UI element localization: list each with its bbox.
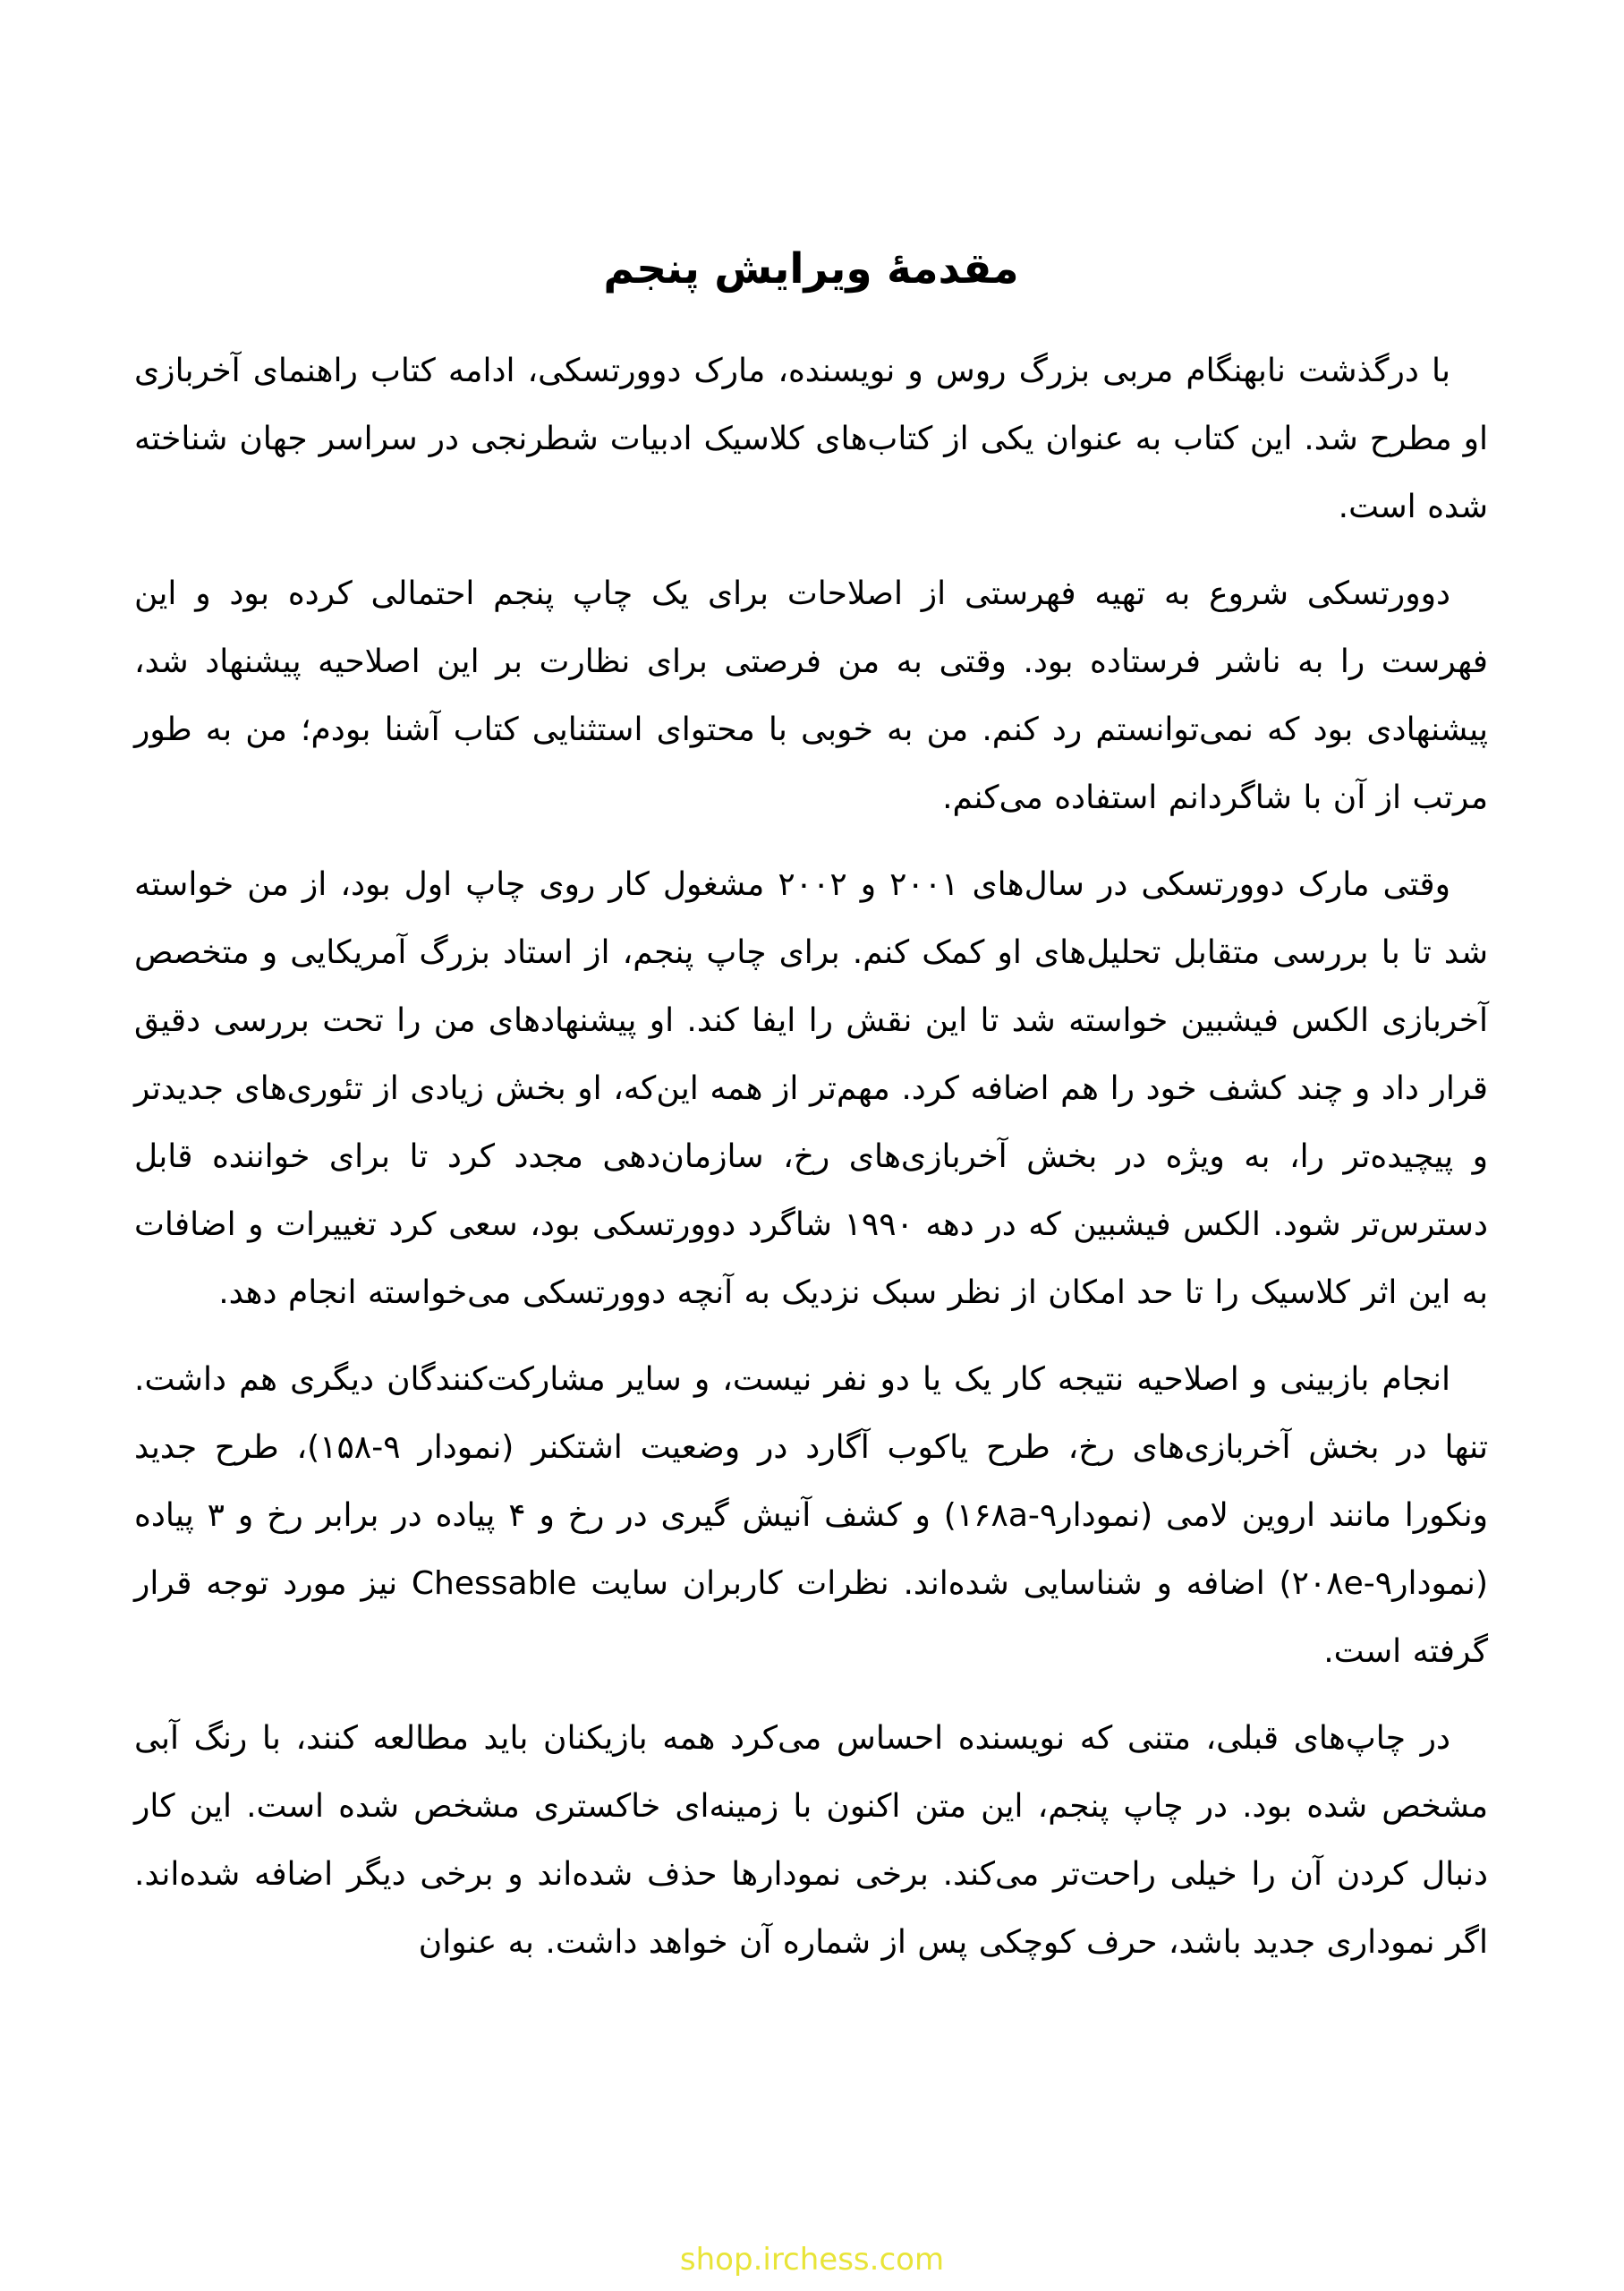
paragraph-fishbein-role: وقتی مارک دوورتسکی در سال‌های ۲۰۰۱ و ۲۰۰۲ مشغول کار روی چاپ اول بود، از من خواسته شد تا با بررسی متقابل تحلیل‌های او کمک کنم. برای چاپ پنجم، از استاد بزرگ آمریکایی و متخصص آخربازی الکس فیشبین خواسته شد تا این نقش را ایفا کند. او پیشنهادهای من را تحت بررسی دقیق قرار داد و چند کشف خود را هم اضافه کرد. مهم‌تر از همه این‌که، او بخش زیادی از تئوری‌های جدیدتر و پیچیده‌تر را، به ویژه در بخش آخربازی‌های رخ، سازمان‌دهی مجدد کرد تا برای خواننده قابل دسترس‌تر شود. الکس فیشبین که در دهه ۱۹۹۰ شاگرد دوورتسکی بود، سعی کرد تغییرات و اضافات به این اثر کلاسیک را تا حد امکان از نظر سبک نزدیک به آنچه دوورتسکی می‌خواسته انجام دهد. [134,866,1488,1312]
paragraph-contributors: انجام بازبینی و اصلاحیه نتیجه کار یک یا دو نفر نیست، و سایر مشارکت‌کنندگان دیگری هم داشت. تنها در بخش آخربازی‌های رخ، طرح یاکوب آگارد در وضعیت اشتکنر (نمودار ۹-۱۵۸)، طرح جدید ونکورا مانند اروین لامی (نمودار۹-۱۶۸a) و کشف آنیش گیری در رخ و ۴ پیاده در برابر رخ و ۳ پیاده (نمودار۹-۲۰۸e) اضافه و شناسایی شده‌اند. نظرات کاربران سایت Chessable نیز مورد توجه قرار گرفته است. [134,1361,1489,1671]
page-title: مقدمۀ ویرایش پنجم [603,244,1019,294]
paragraph-formatting-changes: در چاپ‌های قبلی، متنی که نویسنده احساس می‌کرد همه بازیکنان باید مطالعه کنند، با رنگ آبی مشخص شده بود. در چاپ پنجم، این متن اکنون با زمینه‌ای خاکستری مشخص شده است. این کار دنبال کردن آن را خیلی راحت‌تر می‌کند. برخی نمودارها حذف شده‌اند و برخی دیگر اضافه شده‌اند. اگر نموداری جدید باشد، حرف کوچکی پس از شماره آن خواهد داشت. به عنوان [134,1720,1488,1962]
paragraph-corrections-list: دوورتسکی شروع به تهیه فهرستی از اصلاحات برای یک چاپ پنجم احتمالی کرده بود و این فهرست را به ناشر فرستاده بود. وقتی به من فرصتی برای نظارت بر این اصلاحیه پیشنهاد شد، پیشنهادی بود که نمی‌توانستم رد کنم. من به خوبی با محتوای استثنایی کتاب آشنا بودم؛ من به طور مرتب از آن با شاگردانم استفاده می‌کنم. [134,575,1488,817]
footer-link[interactable]: shop.irchess.com [679,2242,945,2278]
page-footer [0,2242,1624,2278]
paragraph-intro: با درگذشت نابهنگام مربی بزرگ روس و نویسنده، مارک دوورتسکی، ادامه کتاب راهنمای آخربازی او مطرح شد. این کتاب به عنوان یکی از کتاب‌های کلاسیک ادبیات شطرنجی در سراسر جهان شناخته شده است. [134,353,1488,526]
page-content [134,0,1488,1977]
